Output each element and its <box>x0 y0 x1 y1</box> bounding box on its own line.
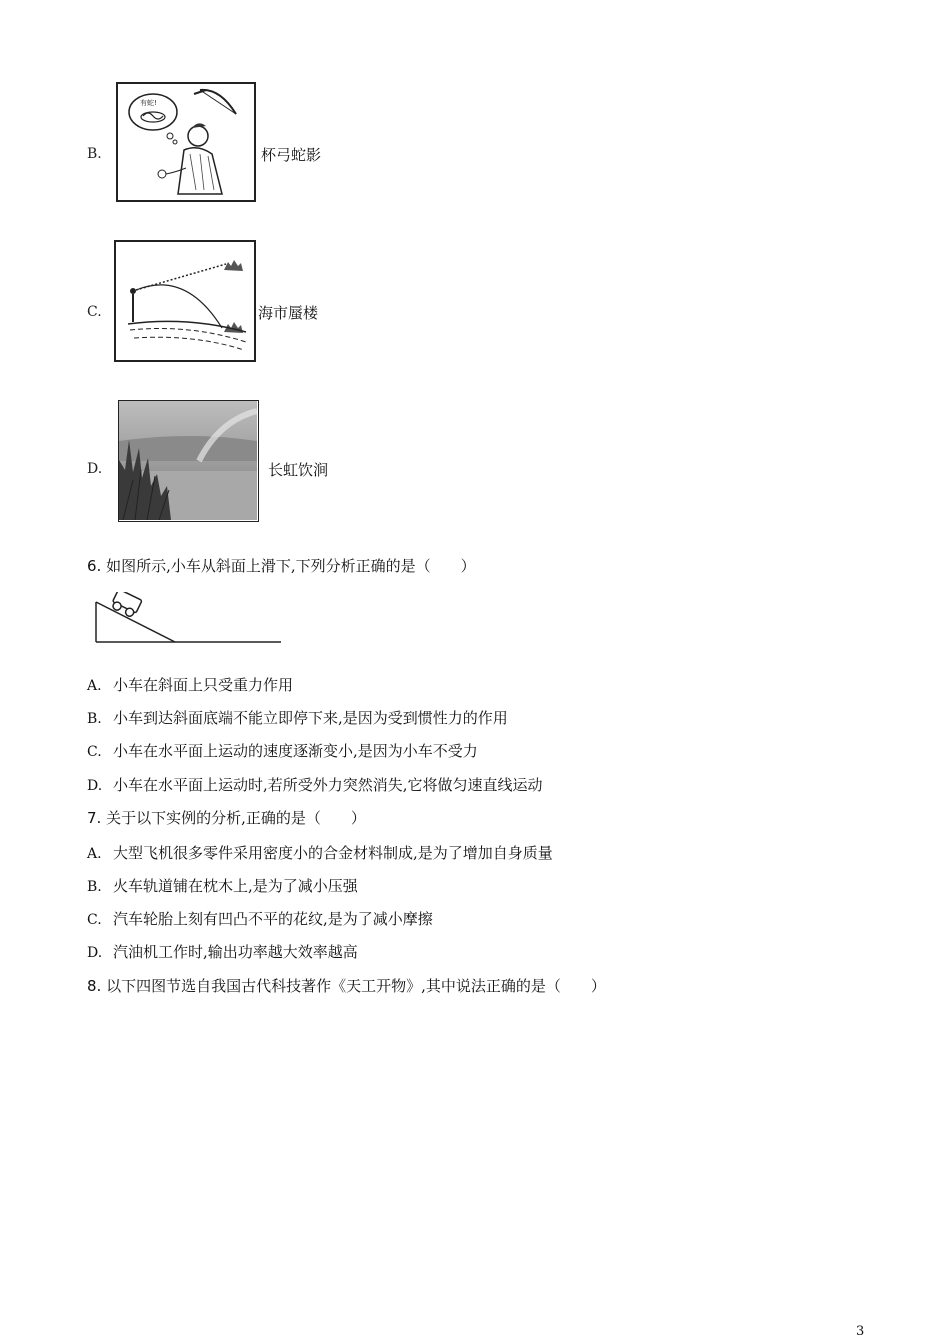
question-6-number: 6. <box>87 557 102 575</box>
q6-choice-a: A. 小车在斜面上只受重力作用 <box>87 676 294 694</box>
option-b-caption: 杯弓蛇影 <box>261 146 322 164</box>
q7-choice-c: C. 汽车轮胎上刻有凹凸不平的花纹,是为了减小摩擦 <box>87 910 433 928</box>
rainbow-photo-drawing <box>119 401 257 520</box>
question-6-stem <box>87 555 476 576</box>
mirage-illustration <box>114 240 256 362</box>
cup-bow-snake-illustration <box>116 82 256 202</box>
q7-choice-d: D. 汽油机工作时,输出功率越大效率越高 <box>87 943 358 961</box>
question-6-text: 如图所示,小车从斜面上滑下,下列分析正确的是（ ） <box>106 557 476 575</box>
question-8-text: 以下四图节选自我国古代科技著作《天工开物》,其中说法正确的是（ ） <box>106 977 606 995</box>
question-7-number: 7. <box>87 809 102 827</box>
q6-choice-b: B. 小车到达斜面底端不能立即停下来,是因为受到惯性力的作用 <box>87 709 508 727</box>
mirage-drawing <box>116 242 254 360</box>
option-d-caption: 长虹饮涧 <box>268 461 329 479</box>
question-7-stem <box>87 807 366 828</box>
option-d-letter: D. <box>87 461 103 477</box>
q6-choice-d: D. 小车在水平面上运动时,若所受外力突然消失,它将做匀速直线运动 <box>87 776 543 794</box>
cart-icon <box>110 592 142 618</box>
option-c-letter: C. <box>87 304 102 320</box>
question-8-number: 8. <box>87 977 102 995</box>
q6-choice-c: C. 小车在水平面上运动的速度逐渐变小,是因为小车不受力 <box>87 742 478 760</box>
option-c-caption: 海市蜃楼 <box>258 304 319 322</box>
bubble-text: 有蛇! <box>140 99 157 107</box>
q7-choice-b: B. 火车轨道铺在枕木上,是为了减小压强 <box>87 877 358 895</box>
incline-cart-figure <box>93 592 283 644</box>
question-7-text: 关于以下实例的分析,正确的是（ ） <box>106 809 366 827</box>
q7-choice-a: A. 大型飞机很多零件采用密度小的合金材料制成,是为了增加自身质量 <box>87 844 553 862</box>
page-number: 3 <box>856 1324 865 1339</box>
cup-bow-snake-drawing <box>118 84 254 200</box>
question-8-stem <box>87 975 606 996</box>
rainbow-photo <box>118 400 259 522</box>
option-b-letter: B. <box>87 146 102 162</box>
